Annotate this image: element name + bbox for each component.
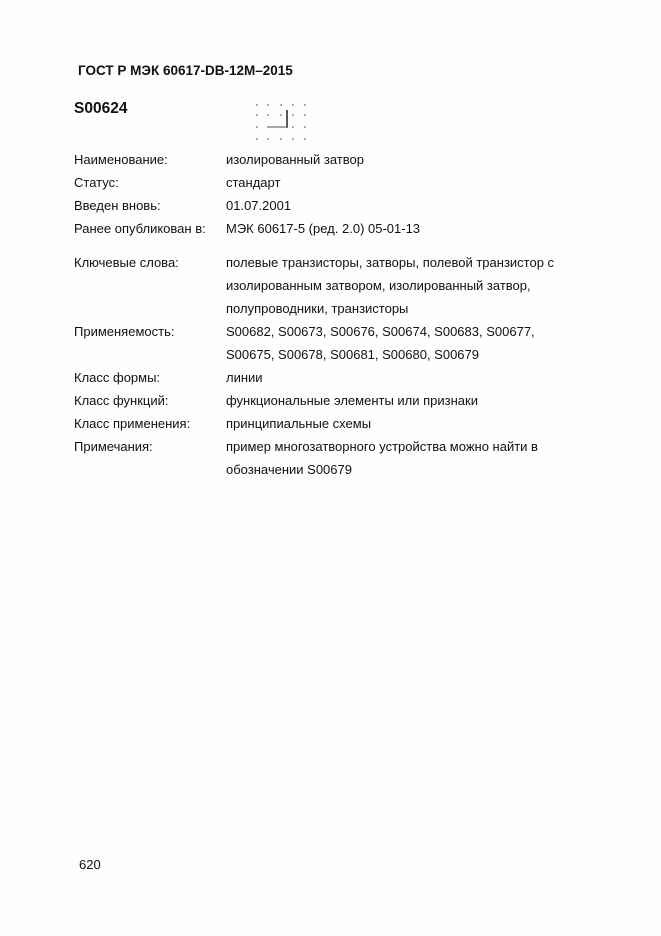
- property-label: Примечания:: [74, 439, 153, 454]
- grid-dot: [256, 114, 257, 115]
- property-value-line: полевые транзисторы, затворы, полевой транзистор с: [226, 255, 555, 270]
- grid-dot: [292, 114, 293, 115]
- properties-table: [74, 148, 594, 481]
- property-label: Ранее опубликован в:: [74, 221, 206, 236]
- grid-dot: [304, 104, 305, 105]
- grid-dot: [267, 104, 268, 105]
- grid-dot: [256, 126, 257, 127]
- property-row: [74, 251, 594, 320]
- property-value-line: изолированный затвор: [226, 152, 364, 167]
- property-label: Введен вновь:: [74, 198, 161, 213]
- property-value: [226, 320, 571, 366]
- grid-dot: [304, 126, 305, 127]
- grid-dot: [256, 138, 257, 139]
- property-value: [226, 412, 571, 435]
- grid-dot: [304, 114, 305, 115]
- property-value: [226, 194, 571, 217]
- property-value-line: функциональные элементы или признаки: [226, 393, 478, 408]
- grid-dot: [280, 104, 281, 105]
- page-number: 620: [79, 857, 101, 872]
- grid-dots: [256, 104, 305, 139]
- property-row: [74, 389, 594, 412]
- grid-dot: [304, 138, 305, 139]
- property-label: Класс формы:: [74, 370, 161, 385]
- grid-dot: [292, 126, 293, 127]
- property-value-line: полупроводники, транзисторы: [226, 301, 409, 316]
- standard-title: ГОСТ Р МЭК 60617-DB-12M–2015: [78, 63, 293, 78]
- property-row: [74, 148, 594, 171]
- property-row: [74, 412, 594, 435]
- grid-dot: [267, 114, 268, 115]
- grid-dot: [280, 138, 281, 139]
- property-value-line: 01.07.2001: [226, 198, 292, 213]
- symbol-code: S00624: [74, 100, 128, 117]
- property-label: Наименование:: [74, 152, 168, 167]
- grid-dot: [280, 114, 281, 115]
- property-value-line: МЭК 60617-5 (ред. 2.0) 05-01-13: [226, 221, 421, 236]
- property-value-line: стандарт: [226, 175, 281, 190]
- property-row: [74, 320, 594, 366]
- property-value: [226, 366, 571, 389]
- property-value-line: принципиальные схемы: [226, 416, 372, 431]
- property-value-line: обозначении S00679: [226, 462, 352, 477]
- property-value-line: S00675, S00678, S00681, S00680, S00679: [226, 347, 479, 362]
- property-row: [74, 217, 594, 240]
- group-spacer: [74, 240, 594, 251]
- property-label: Статус:: [74, 175, 119, 190]
- property-value: [226, 171, 571, 194]
- property-label: Класс функций:: [74, 393, 169, 408]
- property-label: Ключевые слова:: [74, 255, 179, 270]
- insulated-gate-symbol-icon: [250, 100, 312, 144]
- property-value: [226, 251, 571, 320]
- grid-dot: [267, 138, 268, 139]
- property-row: [74, 366, 594, 389]
- properties-group-classification: [74, 251, 594, 481]
- property-value-line: пример многозатворного устройства можно найти в: [226, 439, 538, 454]
- grid-dot: [292, 138, 293, 139]
- property-value: [226, 148, 571, 171]
- property-value: [226, 435, 571, 481]
- grid-dot: [256, 104, 257, 105]
- property-value-line: S00682, S00673, S00676, S00674, S00683, S00677,: [226, 324, 535, 339]
- properties-group-general: [74, 148, 594, 240]
- grid-dot: [292, 104, 293, 105]
- property-row: [74, 194, 594, 217]
- property-value: [226, 217, 571, 240]
- property-label: Класс применения:: [74, 416, 191, 431]
- symbol-lines: [268, 110, 287, 128]
- property-value-line: линии: [226, 370, 263, 385]
- property-row: [74, 435, 594, 481]
- property-value-line: изолированным затвором, изолированный затвор,: [226, 278, 531, 293]
- property-row: [74, 171, 594, 194]
- property-label: Применяемость:: [74, 324, 175, 339]
- property-value: [226, 389, 571, 412]
